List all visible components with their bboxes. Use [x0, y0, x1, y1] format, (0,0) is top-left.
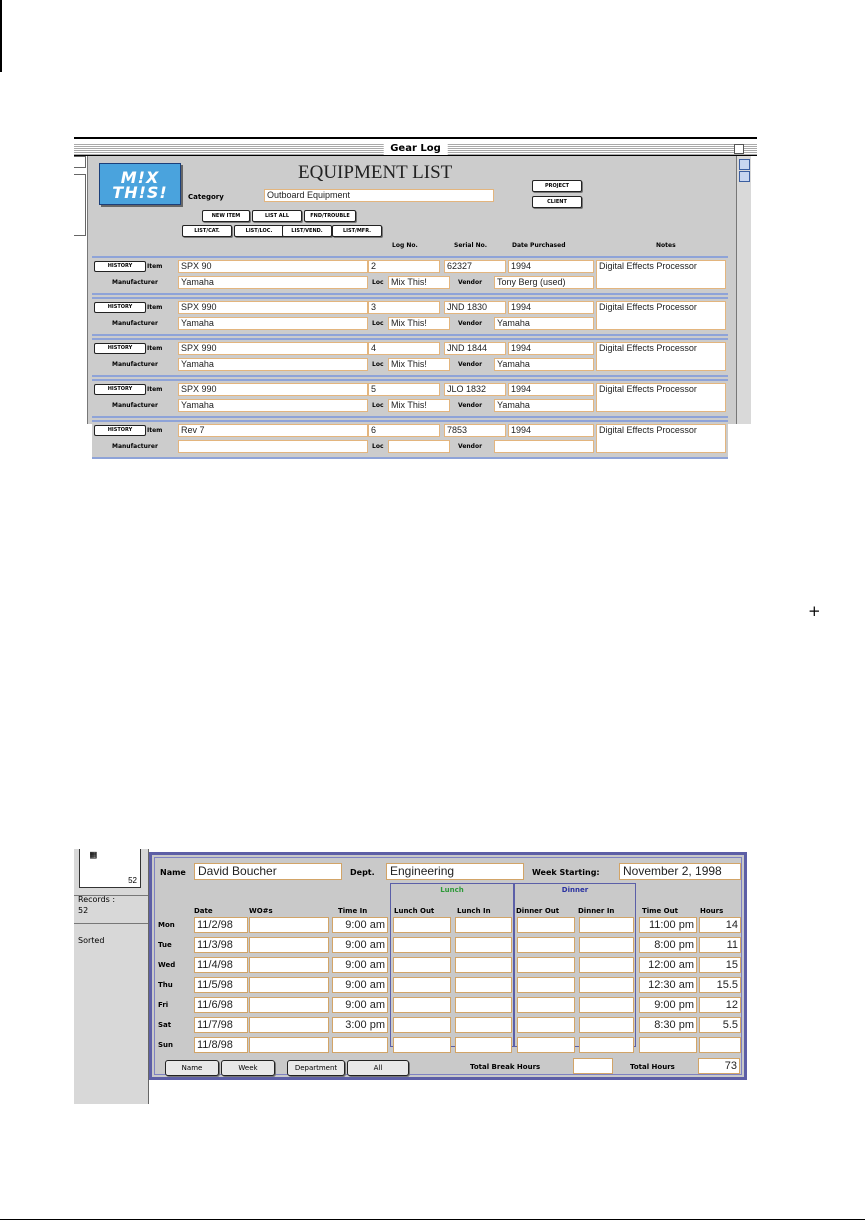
hours-cell[interactable]: 12 — [699, 997, 741, 1013]
vendor-label: Vendor — [458, 402, 483, 409]
vendor-label: Vendor — [458, 443, 483, 450]
vendor-field[interactable]: Yamaha — [494, 317, 594, 330]
location-field[interactable]: Mix This! — [388, 276, 450, 289]
dinner-out-cell[interactable] — [517, 957, 575, 973]
total-break-hours-field[interactable] — [573, 1058, 613, 1074]
wo-cell[interactable] — [249, 1037, 329, 1053]
sort-button-all[interactable]: All — [347, 1060, 409, 1076]
gear-log-window — [74, 137, 757, 450]
total-hours-label: Total Hours — [630, 1063, 675, 1071]
dinner-in-cell[interactable] — [579, 1037, 634, 1053]
notes-field[interactable]: Digital Effects Processor — [596, 260, 726, 289]
date-cell[interactable]: 11/4/98 — [194, 957, 248, 973]
history-button[interactable]: HISTORY — [94, 261, 146, 272]
lunch-in-cell[interactable] — [455, 997, 512, 1013]
manufacturer-label: Manufacturer — [112, 402, 158, 409]
time-in-cell[interactable]: 9:00 am — [332, 997, 388, 1013]
history-button[interactable]: HISTORY — [94, 384, 146, 395]
list-location-button[interactable]: LIST/LOC. — [234, 225, 284, 237]
time-in-cell[interactable]: 9:00 am — [332, 977, 388, 993]
dinner-out-cell[interactable] — [517, 937, 575, 953]
dept-field[interactable]: Engineering — [386, 863, 524, 880]
manufacturer-field[interactable] — [178, 440, 368, 453]
total-break-hours-label: Total Break Hours — [470, 1063, 541, 1071]
lunch-in-cell[interactable] — [455, 957, 512, 973]
notes-field[interactable]: Digital Effects Processor — [596, 383, 726, 412]
page-bottom-rule — [0, 1219, 865, 1220]
dinner-in-cell[interactable] — [579, 937, 634, 953]
mix-this-logo: M!X TH!S! — [99, 163, 181, 205]
hours-cell[interactable]: 14 — [699, 917, 741, 933]
list-category-button[interactable]: LIST/CAT. — [182, 225, 232, 237]
dinner-group-title: Dinner — [561, 886, 589, 894]
time-out-cell[interactable]: 9:00 pm — [639, 997, 697, 1013]
manufacturer-label: Manufacturer — [112, 279, 158, 286]
client-button[interactable]: CLIENT — [532, 196, 582, 208]
week-starting-label: Week Starting: — [532, 868, 600, 877]
equipment-record — [92, 256, 728, 295]
wo-cell[interactable] — [249, 997, 329, 1013]
hours-cell[interactable]: 15 — [699, 957, 741, 973]
column-header-wo: WO#s — [249, 907, 273, 915]
records-count: 52 — [78, 906, 89, 915]
vendor-label: Vendor — [458, 320, 483, 327]
dept-label: Dept. — [350, 868, 375, 877]
column-header-lunch-in: Lunch In — [457, 907, 491, 915]
column-header-time-out: Time Out — [642, 907, 678, 915]
column-header-dinner-in: Dinner In — [578, 907, 615, 915]
book-record-number: 52 — [128, 876, 137, 885]
lunch-in-cell[interactable] — [455, 977, 512, 993]
dinner-out-cell[interactable] — [517, 917, 575, 933]
manufacturer-field[interactable]: Yamaha — [178, 276, 368, 289]
timesheet-form — [149, 852, 747, 1080]
wo-cell[interactable] — [249, 917, 329, 933]
serial-no-field[interactable]: JND 1830 — [444, 301, 506, 314]
hours-cell[interactable]: 5.5 — [699, 1017, 741, 1033]
column-header-date: Date — [194, 907, 213, 915]
dinner-out-cell[interactable] — [517, 997, 575, 1013]
vendor-field[interactable]: Yamaha — [494, 399, 594, 412]
page-title: EQUIPMENT LIST — [298, 162, 453, 183]
day-label: Fri — [158, 1001, 169, 1009]
equipment-record — [92, 297, 728, 336]
find-trouble-button[interactable]: FND/TROUBLE — [304, 210, 356, 222]
lunch-out-cell[interactable] — [393, 957, 451, 973]
notes-field[interactable]: Digital Effects Processor — [596, 301, 726, 330]
lunch-out-cell[interactable] — [393, 977, 451, 993]
date-cell[interactable]: 11/5/98 — [194, 977, 248, 993]
new-item-button[interactable]: NEW ITEM — [202, 210, 250, 222]
vendor-field[interactable] — [494, 440, 594, 453]
time-in-cell[interactable]: 9:00 am — [332, 917, 388, 933]
day-label: Tue — [158, 941, 172, 949]
list-all-button[interactable]: LIST ALL — [252, 210, 302, 222]
hours-cell[interactable]: 11 — [699, 937, 741, 953]
serial-no-field[interactable]: 7853 — [444, 424, 506, 437]
wo-cell[interactable] — [249, 977, 329, 993]
location-field[interactable]: Mix This! — [388, 317, 450, 330]
hours-cell[interactable]: 15.5 — [699, 977, 741, 993]
lunch-in-cell[interactable] — [455, 1037, 512, 1053]
item-field[interactable]: SPX 990 — [178, 342, 368, 355]
location-label: Loc — [372, 443, 384, 450]
serial-no-field[interactable]: 62327 — [444, 260, 506, 273]
location-label: Loc — [372, 320, 384, 327]
sort-button-department[interactable]: Department — [287, 1060, 345, 1076]
crosshair-cursor-icon: + — [808, 602, 821, 620]
location-label: Loc — [372, 279, 384, 286]
vendor-label: Vendor — [458, 279, 483, 286]
history-button[interactable]: HISTORY — [94, 343, 146, 354]
manufacturer-label: Manufacturer — [112, 320, 158, 327]
lunch-in-cell[interactable] — [455, 917, 512, 933]
dinner-out-cell[interactable] — [517, 977, 575, 993]
page-corner-mark — [0, 0, 2, 72]
equipment-list-layout — [88, 156, 736, 450]
dinner-in-cell[interactable] — [579, 977, 634, 993]
lunch-out-cell[interactable] — [393, 917, 451, 933]
column-header-serial-no: Serial No. — [454, 242, 488, 249]
day-label: Thu — [158, 981, 173, 989]
lunch-out-cell[interactable] — [393, 997, 451, 1013]
manufacturer-label: Manufacturer — [112, 443, 158, 450]
dinner-in-cell[interactable] — [579, 957, 634, 973]
window-top-rule — [74, 137, 757, 139]
vendor-field[interactable]: Yamaha — [494, 358, 594, 371]
item-label: Item — [147, 263, 163, 270]
log-no-field[interactable]: 2 — [368, 260, 440, 273]
time-out-cell[interactable] — [639, 1037, 697, 1053]
date-purchased-field[interactable]: 1994 — [508, 424, 594, 437]
manufacturer-label: Manufacturer — [112, 361, 158, 368]
item-field[interactable]: Rev 7 — [178, 424, 368, 437]
hours-cell[interactable] — [699, 1037, 741, 1053]
equipment-record — [92, 379, 728, 418]
list-manufacturer-button[interactable]: LIST/MFR. — [332, 225, 382, 237]
name-field[interactable]: David Boucher — [194, 863, 342, 880]
lunch-in-cell[interactable] — [455, 937, 512, 953]
day-label: Sat — [158, 1021, 172, 1029]
window-right-edge — [751, 156, 757, 424]
gutter-tab-icon — [74, 156, 86, 168]
equipment-record — [92, 420, 728, 459]
lunch-group-title: Lunch — [440, 886, 464, 894]
item-label: Item — [147, 304, 163, 311]
location-label: Loc — [372, 402, 384, 409]
time-in-cell[interactable]: 3:00 pm — [332, 1017, 388, 1033]
date-cell[interactable]: 11/8/98 — [194, 1037, 248, 1053]
timesheet-window — [74, 849, 756, 1104]
date-cell[interactable]: 11/6/98 — [194, 997, 248, 1013]
column-header-lunch-out: Lunch Out — [394, 907, 435, 915]
column-header-date-purchased: Date Purchased — [512, 242, 566, 249]
history-button[interactable]: HISTORY — [94, 425, 146, 436]
list-vendor-button[interactable]: LIST/VEND. — [282, 225, 332, 237]
lunch-out-cell[interactable] — [393, 937, 451, 953]
scroll-up-arrow-icon[interactable] — [739, 159, 750, 170]
date-purchased-field[interactable]: 1994 — [508, 301, 594, 314]
status-sidebar — [74, 849, 149, 1104]
date-cell[interactable]: 11/3/98 — [194, 937, 248, 953]
zoom-box-icon[interactable] — [734, 144, 744, 154]
vendor-field[interactable]: Tony Berg (used) — [494, 276, 594, 289]
time-out-cell[interactable]: 12:00 am — [639, 957, 697, 973]
vendor-label: Vendor — [458, 361, 483, 368]
sort-button-name[interactable]: Name — [165, 1060, 219, 1076]
item-field[interactable]: SPX 990 — [178, 301, 368, 314]
location-label: Loc — [372, 361, 384, 368]
sort-status: Sorted — [78, 936, 105, 945]
lunch-out-cell[interactable] — [393, 1017, 451, 1033]
window-title: Gear Log — [383, 143, 448, 155]
history-button[interactable]: HISTORY — [94, 302, 146, 313]
time-out-cell[interactable]: 8:00 pm — [639, 937, 697, 953]
column-header-notes: Notes — [656, 242, 676, 249]
item-field[interactable]: SPX 90 — [178, 260, 368, 273]
location-field[interactable] — [388, 440, 450, 453]
item-label: Item — [147, 427, 163, 434]
wo-cell[interactable] — [249, 957, 329, 973]
name-label: Name — [160, 868, 186, 877]
time-in-cell[interactable]: 9:00 am — [332, 957, 388, 973]
records-label: Records : — [78, 895, 116, 904]
category-field[interactable]: Outboard Equipment — [264, 189, 494, 202]
wo-cell[interactable] — [249, 1017, 329, 1033]
dinner-out-cell[interactable] — [517, 1017, 575, 1033]
lunch-out-cell[interactable] — [393, 1037, 451, 1053]
notes-field[interactable]: Digital Effects Processor — [596, 342, 726, 371]
left-gutter — [74, 156, 88, 424]
item-field[interactable]: SPX 990 — [178, 383, 368, 396]
category-label: Category — [188, 193, 224, 201]
date-purchased-field[interactable]: 1994 — [508, 260, 594, 273]
day-label: Wed — [158, 961, 176, 969]
dinner-out-cell[interactable] — [517, 1037, 575, 1053]
day-label: Mon — [158, 921, 175, 929]
manufacturer-field[interactable]: Yamaha — [178, 317, 368, 330]
day-label: Sun — [158, 1041, 174, 1049]
time-out-cell[interactable]: 8:30 pm — [639, 1017, 697, 1033]
log-no-field[interactable]: 3 — [368, 301, 440, 314]
log-no-field[interactable]: 5 — [368, 383, 440, 396]
time-in-cell[interactable] — [332, 1037, 388, 1053]
week-starting-field[interactable]: November 2, 1998 — [619, 863, 741, 880]
sort-button-week[interactable]: Week — [221, 1060, 275, 1076]
column-header-hours: Hours — [700, 907, 724, 915]
date-cell[interactable]: 11/2/98 — [194, 917, 248, 933]
column-header-log-no: Log No. — [392, 242, 418, 249]
log-no-field[interactable]: 4 — [368, 342, 440, 355]
manufacturer-field[interactable]: Yamaha — [178, 358, 368, 371]
vertical-scrollbar[interactable] — [736, 156, 751, 424]
gear-log-titlebar[interactable] — [74, 143, 757, 156]
column-header-time-in: Time In — [338, 907, 368, 915]
scroll-thumb[interactable] — [739, 171, 750, 182]
location-field[interactable]: Mix This! — [388, 358, 450, 371]
item-label: Item — [147, 345, 163, 352]
book-pages-icon: ▦ — [90, 848, 97, 861]
column-header-dinner-out: Dinner Out — [516, 907, 560, 915]
dinner-in-cell[interactable] — [579, 917, 634, 933]
time-out-cell[interactable]: 11:00 pm — [639, 917, 697, 933]
date-purchased-field[interactable]: 1994 — [508, 383, 594, 396]
log-no-field[interactable]: 6 — [368, 424, 440, 437]
lunch-in-cell[interactable] — [455, 1017, 512, 1033]
manufacturer-field[interactable]: Yamaha — [178, 399, 368, 412]
project-button[interactable]: PROJECT — [532, 180, 582, 192]
date-cell[interactable]: 11/7/98 — [194, 1017, 248, 1033]
sidebar-divider — [74, 923, 148, 924]
time-in-cell[interactable]: 9:00 am — [332, 937, 388, 953]
equipment-record — [92, 338, 728, 377]
dinner-in-cell[interactable] — [579, 1017, 634, 1033]
notes-field[interactable]: Digital Effects Processor — [596, 424, 726, 453]
wo-cell[interactable] — [249, 937, 329, 953]
serial-no-field[interactable]: JND 1844 — [444, 342, 506, 355]
item-label: Item — [147, 386, 163, 393]
gutter-panel-icon — [74, 174, 86, 236]
date-purchased-field[interactable]: 1994 — [508, 342, 594, 355]
total-hours-field[interactable]: 73 — [698, 1058, 740, 1074]
location-field[interactable]: Mix This! — [388, 399, 450, 412]
record-book-icon[interactable] — [79, 849, 141, 888]
serial-no-field[interactable]: JLO 1832 — [444, 383, 506, 396]
time-out-cell[interactable]: 12:30 am — [639, 977, 697, 993]
dinner-in-cell[interactable] — [579, 997, 634, 1013]
